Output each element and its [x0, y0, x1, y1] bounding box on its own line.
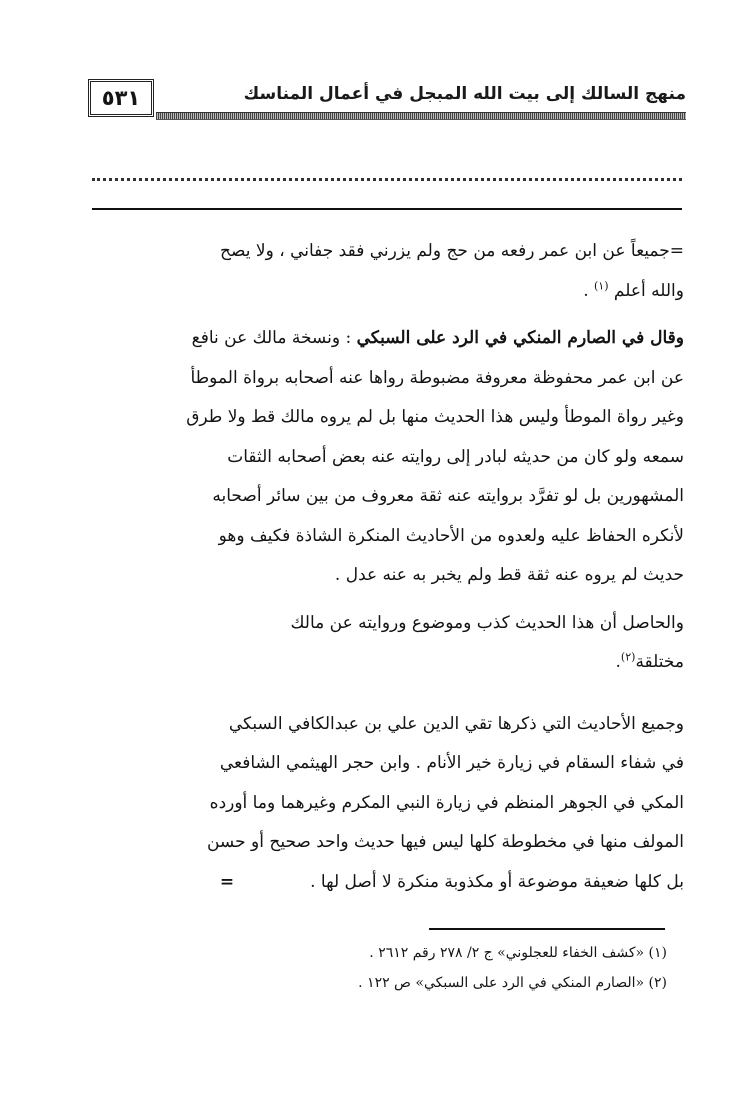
paragraph-line: سمعه ولو كان من حديثه لبادر إلى روايته عنه بعض أصحابه الثقات — [227, 446, 684, 467]
paragraph-line: وغير رواة الموطأ وليس هذا الحديث منها بل لم يروه مالك قط ولا طرق — [186, 407, 684, 427]
paragraph-line: بل كلها ضعيفة موضوعة أو مكذوبة منكرة لا أصل لها .= — [90, 863, 684, 903]
continuation-mark: = — [219, 871, 235, 892]
paragraph-line: وقال في الصارم المنكي في الرد على السبكي : ونسخة مالك عن نافع — [191, 328, 684, 348]
footnote-reference: (١) — [594, 278, 609, 292]
footnote: (٢) «الصارم المنكي في الرد على السبكي» ص ١٢٢ . — [358, 975, 667, 991]
dotted-divider — [92, 178, 682, 181]
paragraph-line: لأنكره الحفاظ عليه ولعدوه من الأحاديث المنكرة الشاذة فكيف وهو — [218, 525, 684, 546]
paragraph-line: وجميع الأحاديث التي ذكرها تقي الدين علي بن عبدالكافي السبكي — [228, 713, 684, 734]
page-header — [88, 62, 686, 124]
footnote-rule — [429, 928, 665, 930]
paragraph-line: المولف منها في مخطوطة كلها ليس فيها حديث واحد صحيح أو حسن — [206, 832, 684, 852]
top-separator-line — [92, 208, 682, 210]
header-rule — [156, 112, 686, 120]
paragraph-line: والحاصل أن هذا الحديث كذب وموضوع وروايته عن مالك — [290, 612, 684, 633]
paragraph-line: المشهورين بل لو تفرَّد بروايته عنه ثقة معروف من بين سائر أصحابه — [212, 486, 684, 506]
paragraph-line: حديث لم يروه عنه ثقة قط ولم يخبر به عنه عدل . — [334, 565, 684, 585]
paragraph-line: =جميعاً عن ابن عمر رفعه من حج ولم يزرني فقد جفاني ، ولا يصح — [220, 241, 684, 261]
main-text — [90, 232, 684, 902]
paragraph-line: عن ابن عمر محفوظة معروفة مضبوطة رواها عنه أصحابه برواة الموطأ — [190, 367, 684, 388]
page-number: ٥٣١ — [88, 79, 154, 117]
paragraph-line: مختلقة$^{(٢)}$. — [615, 650, 684, 672]
paragraph-line: في شفاء السقام في زيارة خير الأنام . وابن حجر الهيثمي الشافعي — [219, 753, 684, 773]
bold-intro: وقال في الصارم المنكي في الرد على السبكي — [356, 328, 684, 348]
footnote: (١) «كشف الخفاء للعجلوني» ج ٢/ ٢٧٨ رقم ٢٦١٢ . — [369, 945, 667, 961]
footnote-reference: (٢) — [620, 650, 636, 664]
running-title: منهج السالك إلى بيت الله المبجل في أعمال المناسك — [243, 84, 686, 104]
paragraph-line: والله أعلم $^{(١)}$ . — [583, 278, 684, 301]
footnotes — [73, 938, 667, 998]
paragraph-line: المكي في الجوهر المنظم في زيارة النبي المكرم وغيرهما وما أورده — [209, 792, 684, 813]
